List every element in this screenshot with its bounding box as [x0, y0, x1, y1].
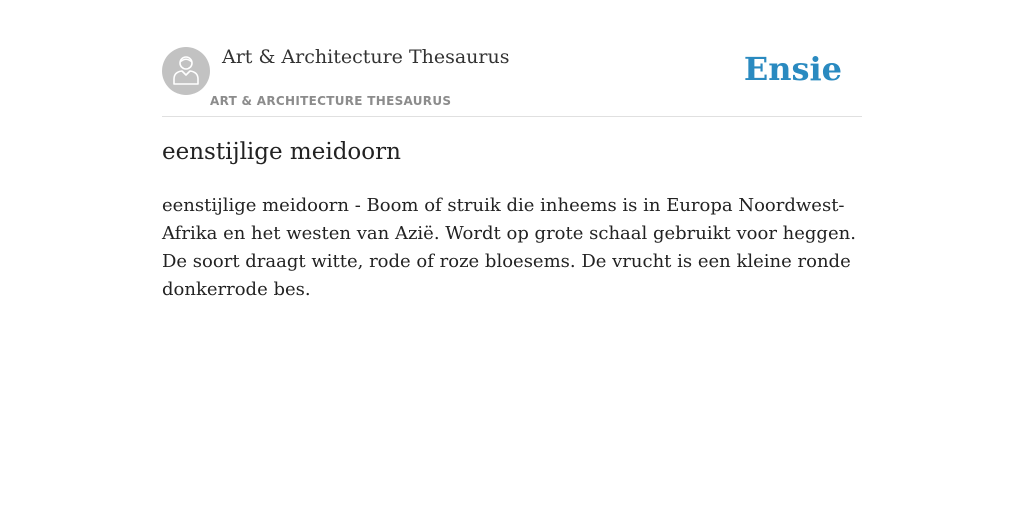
- avatar[interactable]: [162, 47, 210, 95]
- term-definition: eenstijlige meidoorn - Boom of struik die inheems is in Europa Noordwest-Afrika en het westen van Azië. Wordt op grote schaal gebruikt voor heggen. De soort draagt witte, rode of roze bloesems. De vrucht is een kleine ronde donkerrode bes.: [162, 195, 856, 300]
- source-subtitle[interactable]: ART & ARCHITECTURE THESAURUS: [210, 94, 452, 108]
- user-icon: [172, 55, 200, 85]
- header: [162, 44, 862, 117]
- source-title[interactable]: Art & Architecture Thesaurus: [222, 46, 510, 68]
- ensie-logo[interactable]: Ensie: [743, 50, 842, 88]
- term-title: eenstijlige meidoorn: [162, 139, 401, 165]
